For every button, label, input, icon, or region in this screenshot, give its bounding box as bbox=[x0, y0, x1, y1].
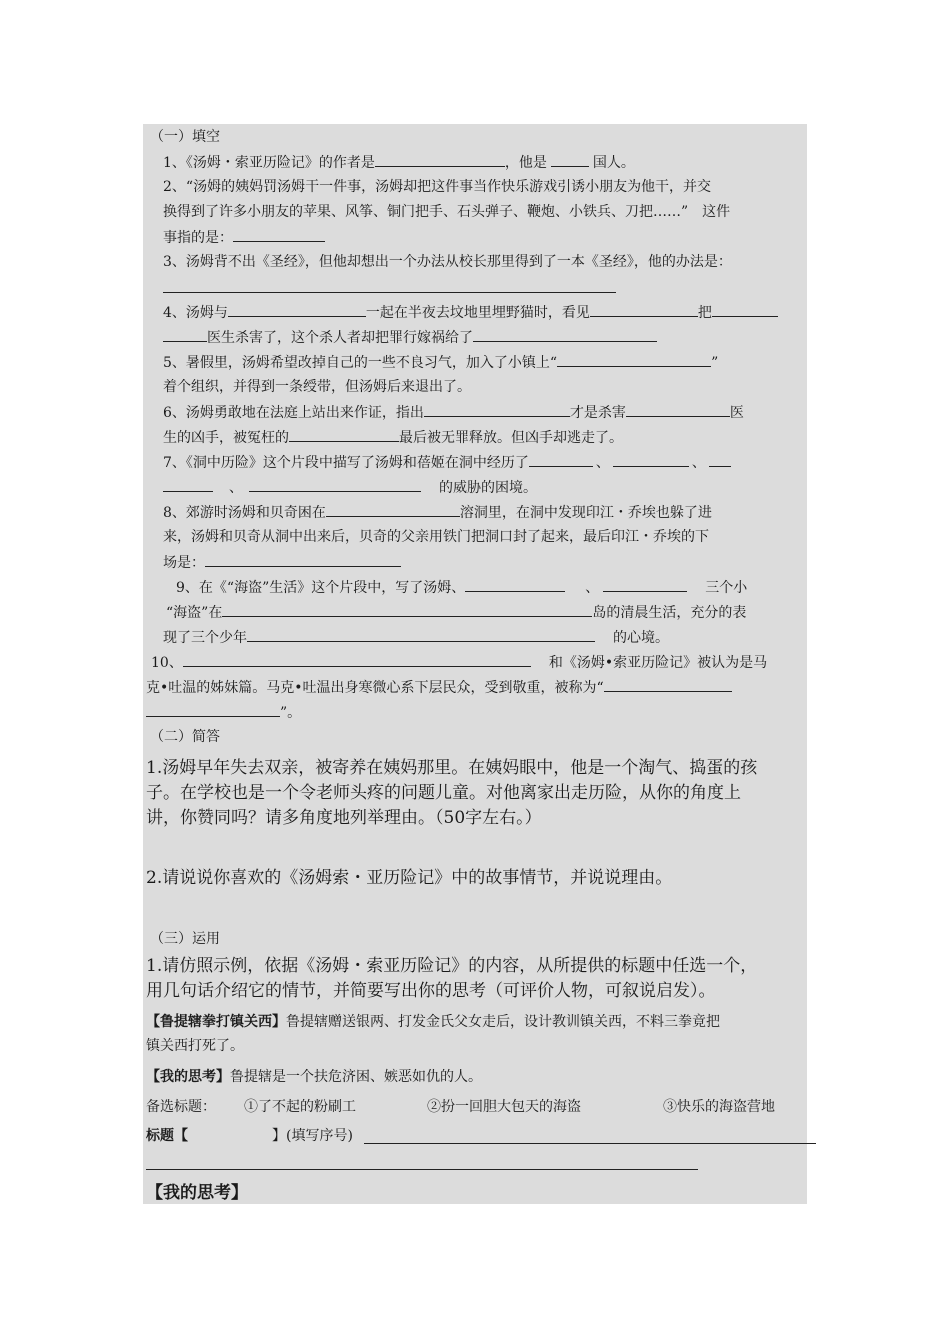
question-text: 和《汤姆•索亚历险记》被认为是马 bbox=[548, 655, 768, 671]
question-10-line-2 bbox=[146, 677, 732, 698]
question-text: 三个小 bbox=[705, 580, 748, 596]
question-text: 岛的清晨生活，充分的表 bbox=[592, 605, 747, 621]
question-6-line-2 bbox=[163, 427, 623, 448]
option-2: ②扮一回胆大包天的海盗 bbox=[427, 1099, 581, 1115]
question-text: 1、《汤姆・索亚历险记》的作者是 bbox=[163, 155, 375, 171]
question-text: 10、 bbox=[151, 655, 183, 671]
example-line-1 bbox=[146, 1012, 720, 1032]
question-text: 把 bbox=[697, 305, 712, 321]
title-label-start: 标题【 bbox=[146, 1128, 188, 1144]
question-5-line-1 bbox=[163, 352, 718, 373]
options-label: 备选标题： bbox=[146, 1099, 216, 1115]
question-text: 8、郊游时汤姆和贝奇困在 bbox=[163, 505, 326, 521]
application-1-line-1: 1.请仿照示例，依据《汤姆・索亚历险记》的内容，从所提供的标题中任选一个， bbox=[146, 956, 758, 976]
option-3: ③快乐的海盗营地 bbox=[663, 1099, 775, 1115]
question-text: 4、汤姆与 bbox=[163, 305, 228, 321]
thinking-text: 鲁提辖是一个扶危济困、嫉恶如仇的人。 bbox=[230, 1069, 482, 1085]
answer-blank[interactable] bbox=[626, 402, 730, 417]
question-1 bbox=[163, 152, 635, 173]
answer-blank[interactable] bbox=[557, 352, 711, 367]
question-text: 才是杀害 bbox=[569, 405, 626, 421]
answer-line[interactable] bbox=[163, 292, 616, 293]
question-text: 5、暑假里，汤姆希望改掉自己的一些不良习气，加入了小镇上“ bbox=[163, 355, 558, 371]
answer-blank[interactable] bbox=[146, 702, 280, 717]
question-9-line-3 bbox=[163, 627, 669, 648]
title-label-end: 】(填写序号) bbox=[272, 1128, 353, 1144]
answer-blank[interactable] bbox=[222, 602, 592, 617]
short-answer-1-line-3: 讲，你赞同吗？请多角度地列举理由。（50字左右。） bbox=[146, 808, 542, 828]
question-5-line-2: 着个组织，并得到一条绶带，但汤姆后来退出了。 bbox=[163, 379, 471, 395]
section-heading-fill-in: （一）填空 bbox=[150, 129, 220, 145]
example-line-2: 镇关西打死了。 bbox=[146, 1038, 244, 1054]
question-text: “海盗”在 bbox=[166, 605, 223, 621]
answer-blank[interactable] bbox=[183, 652, 531, 667]
answer-blank[interactable] bbox=[613, 452, 689, 467]
application-1-line-2: 用几句话介绍它的情节，并简要写出你的思考（可评价人物，可叙说启发）。 bbox=[146, 981, 716, 1001]
short-answer-1-line-2: 子。在学校也是一个令老师头疼的问题儿童。对他离家出走历险，从你的角度上 bbox=[146, 783, 741, 803]
question-8-line-3 bbox=[163, 552, 401, 573]
answer-blank[interactable] bbox=[289, 427, 399, 442]
question-text: 医 bbox=[729, 405, 744, 421]
question-text: 国人。 bbox=[592, 155, 635, 171]
answer-blank[interactable] bbox=[712, 302, 778, 317]
question-text: ，他是 bbox=[504, 155, 547, 171]
question-text: 、 bbox=[229, 480, 243, 496]
example-thinking bbox=[146, 1067, 482, 1087]
answer-blank[interactable] bbox=[228, 302, 366, 317]
question-10-line-3 bbox=[146, 702, 301, 723]
question-4-line-1 bbox=[163, 302, 778, 323]
question-10-line-1 bbox=[151, 652, 767, 673]
answer-blank[interactable] bbox=[163, 327, 207, 342]
question-8-line-1 bbox=[163, 502, 712, 523]
question-9-line-2 bbox=[166, 602, 746, 623]
answer-blank[interactable] bbox=[247, 627, 595, 642]
question-text: 、 bbox=[585, 580, 600, 596]
question-2-line-3 bbox=[163, 227, 325, 248]
question-text: 、 bbox=[595, 455, 610, 471]
answer-blank[interactable] bbox=[709, 452, 731, 467]
question-text: ” bbox=[711, 355, 719, 371]
answer-blank[interactable] bbox=[205, 552, 401, 567]
question-text: 6、汤姆勇敢地在法庭上站出来作证，指出 bbox=[163, 405, 424, 421]
question-text: 生的凶手，被冤枉的 bbox=[163, 430, 289, 446]
answer-blank[interactable] bbox=[163, 477, 213, 492]
question-text: 场是： bbox=[163, 555, 205, 571]
title-choice-label bbox=[146, 1126, 353, 1146]
question-text: 7、《洞中历险》这个片段中描写了汤姆和蓓姬在洞中经历了 bbox=[163, 455, 529, 471]
question-7-line-2 bbox=[163, 477, 537, 498]
question-text: 的威胁的困境。 bbox=[439, 480, 537, 496]
question-7-line-1 bbox=[163, 452, 731, 473]
section-heading-application: （三）运用 bbox=[150, 931, 220, 947]
answer-blank[interactable] bbox=[590, 302, 698, 317]
answer-blank[interactable] bbox=[603, 577, 687, 592]
question-text: 溶洞里，在洞中发现印江・乔埃也躲了进 bbox=[459, 505, 712, 521]
answer-line[interactable] bbox=[146, 1169, 698, 1170]
question-8-line-2: 来，汤姆和贝奇从洞中出来后，贝奇的父亲用铁门把洞口封了起来，最后印江・乔埃的下 bbox=[163, 529, 709, 545]
short-answer-2: 2.请说说你喜欢的《汤姆索・亚历险记》中的故事情节，并说说理由。 bbox=[146, 868, 673, 888]
question-text: 最后被无罪释放。但凶手却逃走了。 bbox=[399, 430, 623, 446]
example-text: 鲁提辖赠送银两、打发金氏父女走后，设计教训镇关西，不料三拳竟把 bbox=[286, 1014, 720, 1030]
question-text: ”。 bbox=[280, 705, 302, 721]
answer-blank[interactable] bbox=[473, 327, 657, 342]
answer-blank[interactable] bbox=[465, 577, 565, 592]
answer-blank[interactable] bbox=[529, 452, 593, 467]
question-text: 的心境。 bbox=[613, 630, 669, 646]
example-title: 【鲁提辖拳打镇关西】 bbox=[146, 1014, 286, 1030]
answer-blank[interactable] bbox=[604, 677, 732, 692]
question-text: 事指的是： bbox=[163, 230, 233, 246]
question-4-line-2 bbox=[163, 327, 657, 348]
thinking-label: 【我的思考】 bbox=[146, 1069, 230, 1085]
answer-blank[interactable] bbox=[551, 152, 589, 167]
answer-blank[interactable] bbox=[249, 477, 421, 492]
question-text: 医生杀害了，这个杀人者却把罪行嫁祸给了 bbox=[207, 330, 473, 346]
question-2-line-1: 2、“汤姆的姨妈罚汤姆干一件事，汤姆却把这件事当作快乐游戏引诱小朋友为他干，并交 bbox=[163, 179, 712, 195]
answer-blank[interactable] bbox=[424, 402, 570, 417]
my-thinking-label: 【我的思考】 bbox=[146, 1183, 248, 1203]
answer-line[interactable] bbox=[364, 1143, 816, 1144]
answer-blank[interactable] bbox=[375, 152, 505, 167]
option-1: ①了不起的粉刷工 bbox=[244, 1099, 356, 1115]
question-2-line-2: 换得到了许多小朋友的苹果、风筝、铜门把手、石头弹子、鞭炮、小铁兵、刀把……” 这件 bbox=[163, 204, 731, 220]
short-answer-1-line-1: 1.汤姆早年失去双亲，被寄养在姨妈那里。在姨妈眼中，他是一个淘气、捣蛋的孩 bbox=[146, 758, 758, 778]
question-3-line-1: 3、汤姆背不出《圣经》，但他却想出一个办法从校长那里得到了一本《圣经》，他的办法是： bbox=[163, 254, 732, 270]
question-text: 一起在半夜去坟地里埋野猫时，看见 bbox=[365, 305, 590, 321]
question-6-line-1 bbox=[163, 402, 744, 423]
question-text: 9、在《“海盗”生活》这个片段中，写了汤姆、 bbox=[176, 580, 466, 596]
section-heading-short-answer: （二）简答 bbox=[150, 729, 220, 745]
question-text: 、 bbox=[691, 455, 706, 471]
question-9-line-1 bbox=[176, 577, 747, 598]
question-text: 克•吐温的姊妹篇。马克•吐温出身寒微心系下层民众，受到敬重，被称为“ bbox=[146, 680, 604, 696]
answer-blank[interactable] bbox=[233, 227, 325, 242]
answer-blank[interactable] bbox=[326, 502, 460, 517]
question-text: 现了三个少年 bbox=[163, 630, 247, 646]
